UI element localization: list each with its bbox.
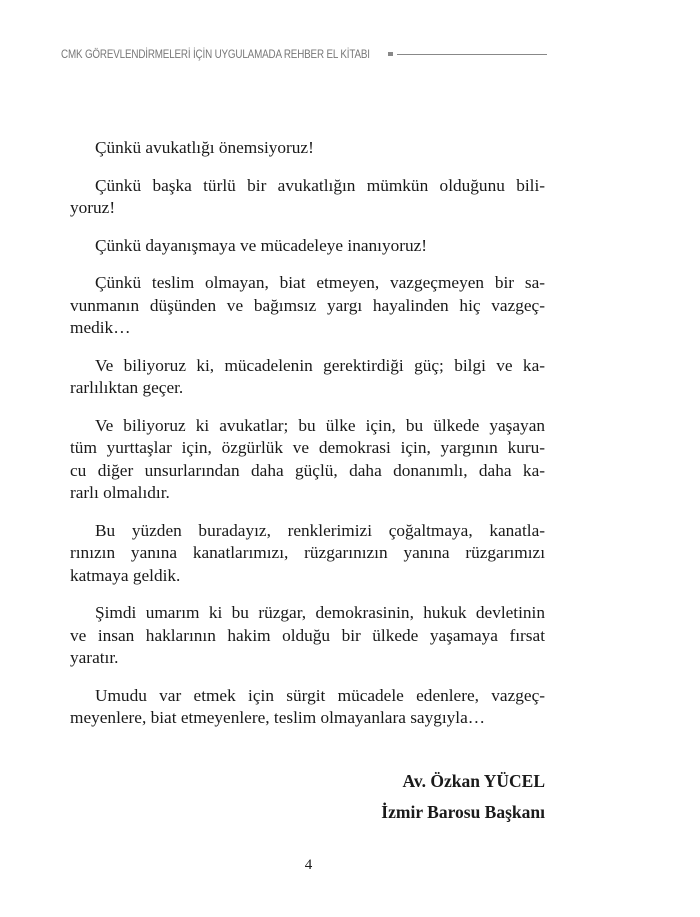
paragraph-line: vunmanın düşünden ve bağımsız yargı hayalinden hiç vazgeç- xyxy=(70,295,545,315)
running-header xyxy=(61,44,547,64)
paragraph-line: Çünkü dayanışmaya ve mücadeleye inanıyoruz! xyxy=(95,235,428,255)
paragraph-line: Şimdi umarım ki bu rüzgar, demokrasinin, hukuk devletinin xyxy=(95,603,545,622)
paragraph-line: meyenlere, biat etmeyenlere, teslim olmayanlara saygıyla… xyxy=(70,708,486,727)
body-text xyxy=(70,137,545,745)
paragraph xyxy=(70,137,545,160)
paragraph xyxy=(70,272,545,340)
paragraph xyxy=(70,602,545,670)
paragraph-line: yoruz! xyxy=(70,198,116,217)
paragraph xyxy=(70,355,545,400)
page-number: 4 xyxy=(304,857,313,873)
paragraph-line: tüm yurttaşlar için, özgürlük ve demokrasi için, yargının kuru- xyxy=(70,438,545,457)
paragraph xyxy=(70,235,545,258)
paragraph-line: Ve biliyoruz ki avukatlar; bu ülke için, bu ülkede yaşayan xyxy=(95,415,545,435)
paragraph-line: rarlılıktan geçer. xyxy=(70,378,184,397)
signature-name: Av. Özkan YÜCEL xyxy=(402,771,545,791)
paragraph-line: medik… xyxy=(70,318,131,337)
paragraph-line: yaratır. xyxy=(70,648,119,667)
paragraph-line: Umudu var etmek için sürgit mücadele edenlere, vazgeç- xyxy=(95,685,545,705)
paragraph xyxy=(70,520,545,588)
paragraph-line: cu diğer unsurlarından daha güçlü, daha donanımlı, daha ka- xyxy=(70,460,545,480)
paragraph-line: rınızın yanına kanatlarımızı, rüzgarınızın yanına rüzgarımızı xyxy=(70,543,545,562)
paragraph xyxy=(70,175,545,220)
paragraph-line: rarlı olmalıdır. xyxy=(70,483,170,502)
paragraph-line: ve insan haklarının hakim olduğu bir ülkede yaşamaya fırsat xyxy=(70,625,545,645)
header-rule xyxy=(397,54,547,55)
signature-title: İzmir Barosu Başkanı xyxy=(381,802,545,822)
paragraph xyxy=(70,685,545,730)
header-title: CMK GÖREVLENDİRMELERİ İÇİN UYGULAMADA REHBER EL KİTABI xyxy=(61,47,370,61)
paragraph-line: Çünkü teslim olmayan, biat etmeyen, vazgeçmeyen bir sa- xyxy=(95,273,545,292)
paragraph xyxy=(70,415,545,505)
header-square-ornament xyxy=(388,52,393,56)
paragraph-line: Bu yüzden buradayız, renklerimizi çoğaltmaya, kanatla- xyxy=(95,520,545,540)
paragraph-line: Çünkü başka türlü bir avukatlığın mümkün olduğunu bili- xyxy=(95,175,545,195)
paragraph-line: Çünkü avukatlığı önemsiyoruz! xyxy=(95,138,314,157)
paragraph-line: Ve biliyoruz ki, mücadelenin gerektirdiği güç; bilgi ve ka- xyxy=(95,355,545,375)
paragraph-line: katmaya geldik. xyxy=(70,565,181,585)
